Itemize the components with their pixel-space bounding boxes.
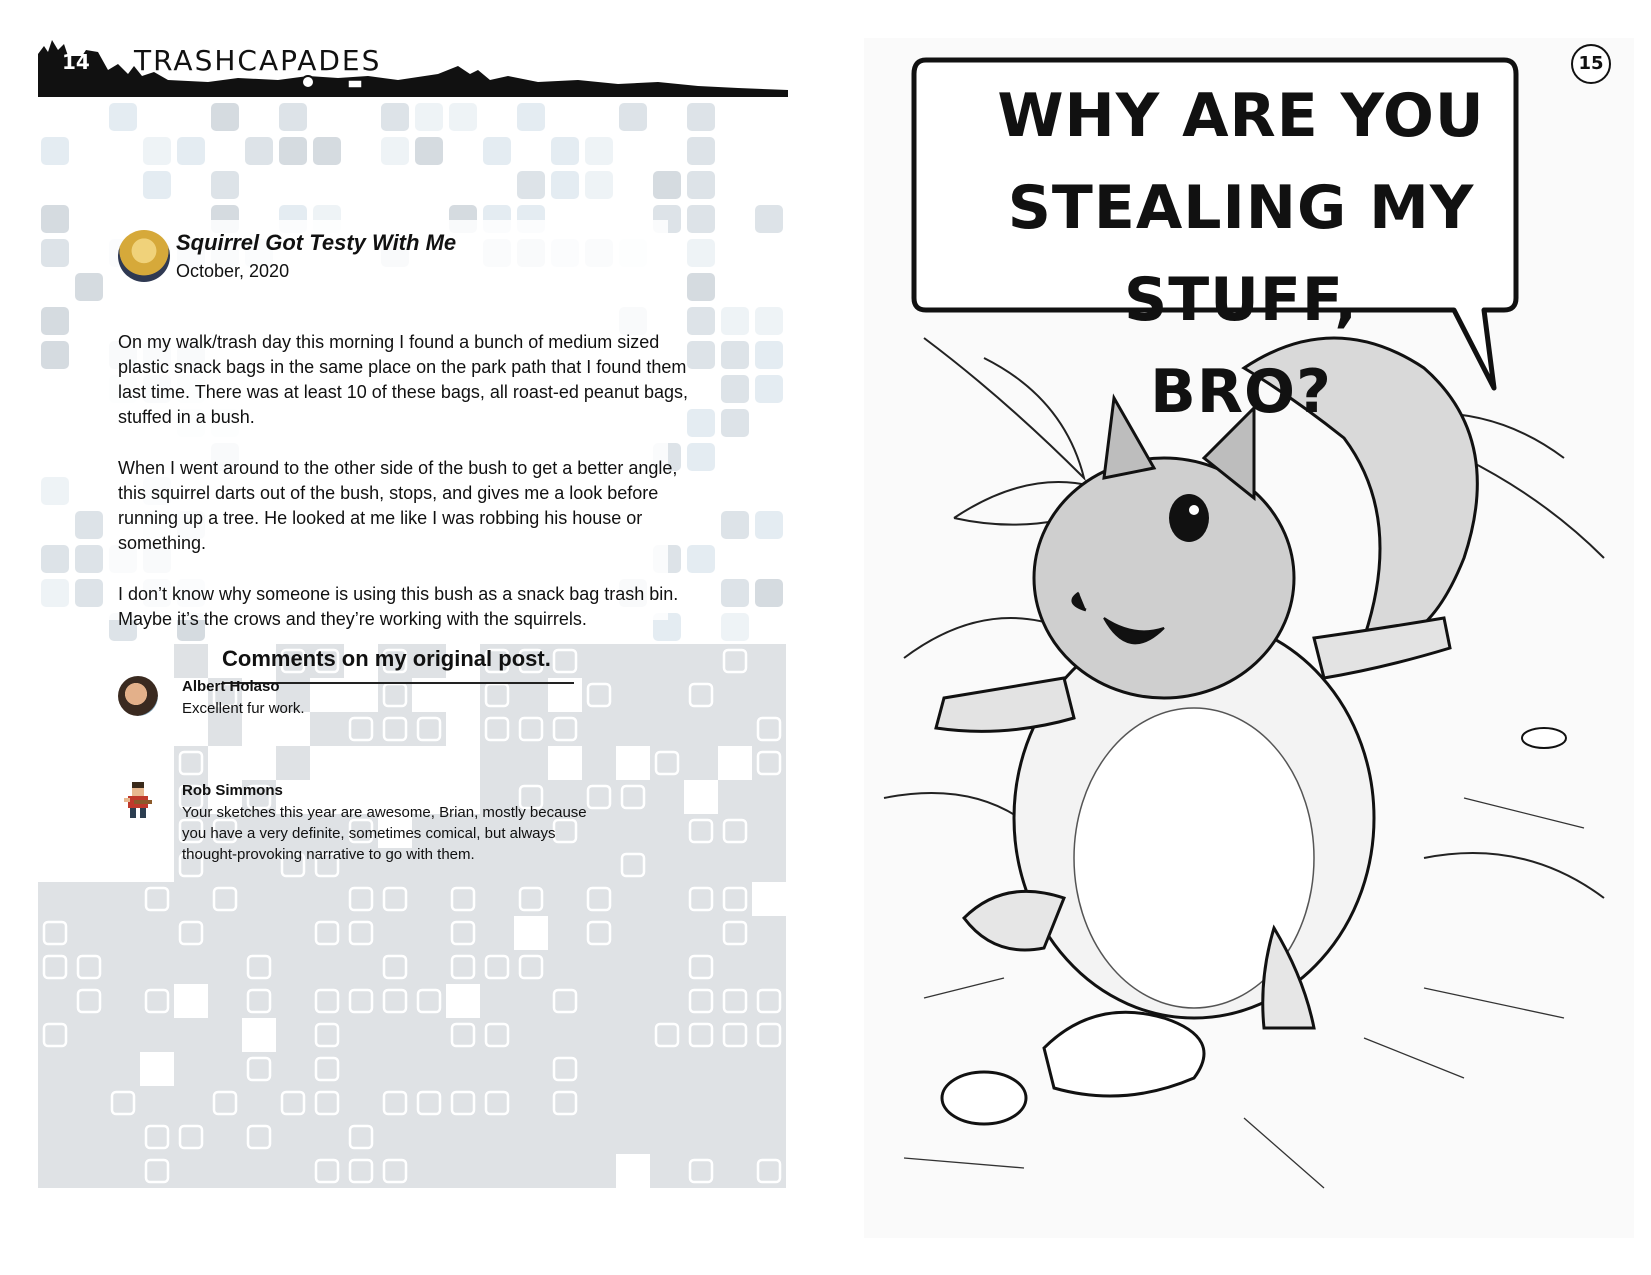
mosaic-tile (482, 136, 512, 166)
mosaic-tile (40, 476, 70, 506)
mosaic-tile (174, 1052, 208, 1086)
mosaic-tile (40, 544, 70, 574)
mosaic-tile (718, 848, 752, 882)
mosaic-tile (72, 1120, 106, 1154)
mosaic-tile (718, 1120, 752, 1154)
mosaic-tile (686, 170, 716, 200)
mosaic-tile (38, 882, 72, 916)
mosaic-tile (548, 950, 582, 984)
mosaic-tile (514, 1052, 548, 1086)
mosaic-tile (718, 678, 752, 712)
mosaic-tile (752, 644, 786, 678)
mosaic-tile (276, 950, 310, 984)
mosaic-tile (40, 578, 70, 608)
mosaic-tile (650, 916, 684, 950)
mosaic-tile (344, 1018, 378, 1052)
mosaic-tile (752, 678, 786, 712)
mosaic-tile (616, 1018, 650, 1052)
mosaic-tile (208, 950, 242, 984)
post-paragraph: When I went around to the other side of the bush to get a better angle, this squirrel darts out of the bush, stops, and gives me a look before running up a tree. He looked at me like I was robbing his house or something. (118, 458, 678, 553)
page-number-right: 15 (1571, 44, 1611, 84)
mosaic-tile (38, 1154, 72, 1188)
mosaic-tile (650, 1086, 684, 1120)
mosaic-tile (548, 1154, 582, 1188)
mosaic-tile (344, 1086, 378, 1120)
commenter-name: Rob Simmons (182, 782, 283, 799)
mosaic-tile (106, 916, 140, 950)
mosaic-tile (754, 510, 784, 540)
mosaic-tile (414, 102, 444, 132)
post-date: October, 2020 (176, 261, 290, 281)
mosaic-tile (652, 170, 682, 200)
right-page (825, 0, 1651, 1275)
mosaic-tile (278, 102, 308, 132)
mosaic-tile (686, 238, 716, 268)
post-paragraph: On my walk/trash day this morning I found a bunch of medium sized plastic snack bags in the same place on the park path that I found them last time. There was at least 10 of these bags, all roast-ed peanut bags, stuffed in a bush. (118, 332, 688, 427)
mosaic-tile (412, 1018, 446, 1052)
mosaic-tile (106, 1052, 140, 1086)
mosaic-tile (684, 1120, 718, 1154)
mosaic-tile (718, 712, 752, 746)
mosaic-tile (650, 1120, 684, 1154)
mosaic-tile (140, 950, 174, 984)
post-paragraph: I don’t know why someone is using this bush as a snack bag trash bin. Maybe it’s the crows and they’re working with the squirrels. (118, 584, 679, 629)
mosaic-tile (344, 950, 378, 984)
mosaic-tile (106, 984, 140, 1018)
pixel-guitarist-avatar (118, 780, 158, 820)
mosaic-tile (616, 712, 650, 746)
mosaic-tile (754, 204, 784, 234)
mosaic-tile (684, 746, 718, 780)
mosaic-tile (446, 1154, 480, 1188)
mosaic-tile (72, 1052, 106, 1086)
comment-text: Your sketches this year are awesome, Brian, mostly because you have a very definite, sometimes comical, but always thought-provoking narrative to go with them. (182, 804, 587, 863)
mosaic-tile (208, 1154, 242, 1188)
mosaic-tile (650, 712, 684, 746)
mosaic-tile (582, 746, 616, 780)
mosaic-tile (684, 848, 718, 882)
mosaic-tile (412, 1120, 446, 1154)
mosaic-tile (752, 814, 786, 848)
mosaic-tile (548, 1120, 582, 1154)
mosaic-tile (618, 102, 648, 132)
mosaic-tile (242, 916, 276, 950)
mosaic-tile (650, 1052, 684, 1086)
mosaic-tile (174, 950, 208, 984)
mosaic-tile (584, 170, 614, 200)
mosaic-tile (312, 136, 342, 166)
mosaic-tile (718, 1052, 752, 1086)
mosaic-tile (210, 102, 240, 132)
mosaic-tile (176, 136, 206, 166)
mosaic-tile (514, 1120, 548, 1154)
mosaic-tile (752, 1052, 786, 1086)
mosaic-tile (208, 1052, 242, 1086)
mosaic-tile (650, 1154, 684, 1188)
mosaic-tile (720, 340, 750, 370)
mosaic-tile (208, 1018, 242, 1052)
mosaic-tile (752, 916, 786, 950)
commenter-avatar (118, 676, 158, 716)
mosaic-tile (582, 950, 616, 984)
mosaic-tile (516, 102, 546, 132)
mosaic-tile (276, 1154, 310, 1188)
mosaic-tile (276, 1120, 310, 1154)
mosaic-tile (40, 340, 70, 370)
mosaic-tile (516, 170, 546, 200)
mosaic-tile (480, 882, 514, 916)
header-rule (38, 94, 788, 97)
mosaic-tile (142, 136, 172, 166)
comments-heading: Comments on my original post. (222, 646, 551, 671)
speech-line: BRO? (1150, 357, 1332, 427)
comment-text: Excellent fur work. (182, 700, 305, 717)
mosaic-tile (650, 848, 684, 882)
mosaic-tile (414, 136, 444, 166)
mosaic-tile (140, 1086, 174, 1120)
mosaic-tile (344, 1052, 378, 1086)
mosaic-tile (106, 1018, 140, 1052)
mosaic-tile (140, 916, 174, 950)
mosaic-tile (140, 1018, 174, 1052)
mosaic-tile (480, 984, 514, 1018)
mosaic-tile (108, 102, 138, 132)
mosaic-tile (412, 1154, 446, 1188)
mosaic-tile (754, 340, 784, 370)
mosaic-tile (582, 1154, 616, 1188)
mosaic-tile (548, 916, 582, 950)
mosaic-tile (650, 882, 684, 916)
mosaic-tile (242, 1154, 276, 1188)
mosaic-tile (514, 1018, 548, 1052)
mosaic-tile (38, 984, 72, 1018)
mosaic-tile (582, 1018, 616, 1052)
mosaic-tile (174, 882, 208, 916)
mosaic-tile (584, 136, 614, 166)
mosaic-tile (276, 882, 310, 916)
mosaic-tile (650, 984, 684, 1018)
mosaic-tile (446, 1052, 480, 1086)
mosaic-tile (548, 882, 582, 916)
mosaic-tile (74, 578, 104, 608)
mosaic-tile (650, 814, 684, 848)
mosaic-tile (720, 374, 750, 404)
mosaic-tile (74, 510, 104, 540)
mosaic-tile (276, 1018, 310, 1052)
speech-line: STEALING MY STUFF, (1007, 173, 1475, 335)
mosaic-tile (208, 1120, 242, 1154)
mosaic-tile (752, 1120, 786, 1154)
mosaic-tile (480, 1120, 514, 1154)
mosaic-tile (174, 1154, 208, 1188)
speech-line: WHY ARE YOU (997, 81, 1485, 151)
mosaic-tile (720, 408, 750, 438)
mosaic-tile (616, 916, 650, 950)
mosaic-tile (754, 374, 784, 404)
mosaic-tile (480, 916, 514, 950)
mosaic-tile (650, 950, 684, 984)
mosaic-tile (378, 1052, 412, 1086)
page-header (38, 36, 788, 100)
mosaic-tile (278, 136, 308, 166)
mosaic-tile (686, 272, 716, 302)
mosaic-tile (684, 1052, 718, 1086)
mosaic-tile (106, 882, 140, 916)
mosaic-tile (752, 950, 786, 984)
mosaic-tile (514, 1086, 548, 1120)
mosaic-tile (310, 950, 344, 984)
speech-bubble-text (921, 70, 1561, 438)
mosaic-tile (754, 578, 784, 608)
mosaic-tile (74, 544, 104, 574)
mosaic-tile (480, 1052, 514, 1086)
mosaic-tile (380, 102, 410, 132)
commenter-name: Albert Holaso (182, 678, 280, 695)
mosaic-tile (752, 780, 786, 814)
mosaic-tile (616, 814, 650, 848)
mosaic-tile (720, 612, 750, 642)
mosaic-tile (412, 1052, 446, 1086)
mosaic-tile (276, 1052, 310, 1086)
mosaic-tile (72, 916, 106, 950)
mosaic-tile (310, 882, 344, 916)
mosaic-tile (378, 916, 412, 950)
mosaic-tile (40, 238, 70, 268)
mosaic-tile (720, 510, 750, 540)
mosaic-tile (38, 1086, 72, 1120)
mosaic-tile (720, 578, 750, 608)
mosaic-tile (720, 306, 750, 336)
mosaic-tile (378, 1018, 412, 1052)
mosaic-tile (310, 1120, 344, 1154)
mosaic-tile (718, 1154, 752, 1188)
mosaic-tile (650, 780, 684, 814)
mosaic-tile (582, 1120, 616, 1154)
mosaic-tile (718, 950, 752, 984)
mosaic-tile (242, 882, 276, 916)
mosaic-tile (276, 916, 310, 950)
mosaic-tile (616, 678, 650, 712)
mosaic-tile (72, 1086, 106, 1120)
mosaic-tile (40, 306, 70, 336)
mosaic-tile (582, 1052, 616, 1086)
mosaic-tile (412, 950, 446, 984)
mosaic-tile (448, 102, 478, 132)
mosaic-tile (106, 950, 140, 984)
mosaic-tile (550, 170, 580, 200)
book-title: TRASHCAPADES (134, 44, 382, 77)
mosaic-tile (446, 1120, 480, 1154)
mosaic-tile (582, 984, 616, 1018)
mosaic-tile (40, 204, 70, 234)
mosaic-tile (242, 1086, 276, 1120)
mosaic-tile (684, 1086, 718, 1120)
left-page (0, 0, 825, 1275)
mosaic-tile (480, 746, 514, 780)
mosaic-tile (616, 984, 650, 1018)
mosaic-tile (718, 1086, 752, 1120)
mosaic-tile (684, 916, 718, 950)
mosaic-tile (244, 136, 274, 166)
mosaic-tile (616, 1120, 650, 1154)
mosaic-tile (174, 1018, 208, 1052)
mosaic-tile (412, 882, 446, 916)
mosaic-tile (276, 984, 310, 1018)
mosaic-tile (276, 746, 310, 780)
mosaic-tile (684, 712, 718, 746)
mosaic-tile (550, 136, 580, 166)
mosaic-tile (40, 136, 70, 166)
mosaic-tile (514, 1154, 548, 1188)
mosaic-tile (74, 272, 104, 302)
mosaic-tile (480, 1154, 514, 1188)
mosaic-tile (72, 1018, 106, 1052)
mosaic-tile (514, 746, 548, 780)
mosaic-tile (616, 950, 650, 984)
mosaic-tile (686, 102, 716, 132)
mosaic-tile (38, 1120, 72, 1154)
mosaic-tile (718, 780, 752, 814)
mosaic-tile (72, 882, 106, 916)
mosaic-tile (616, 1086, 650, 1120)
mosaic-tile (752, 1086, 786, 1120)
mosaic-tile (106, 1120, 140, 1154)
mosaic-tile (72, 1154, 106, 1188)
mosaic-tile (752, 848, 786, 882)
author-avatar (118, 230, 170, 282)
mosaic-tile (650, 678, 684, 712)
mosaic-tile (686, 204, 716, 234)
mosaic-tile (208, 916, 242, 950)
post-body (118, 330, 698, 658)
mosaic-tile (616, 1052, 650, 1086)
mosaic-tile (686, 136, 716, 166)
mosaic-tile (754, 306, 784, 336)
mosaic-tile (616, 882, 650, 916)
mosaic-tile (106, 1154, 140, 1188)
mosaic-tile (412, 916, 446, 950)
post-title: Squirrel Got Testy With Me (176, 230, 457, 255)
mosaic-tile (378, 1120, 412, 1154)
mosaic-tile (548, 1018, 582, 1052)
page-number: 14 (62, 50, 90, 74)
mosaic-tile (208, 984, 242, 1018)
mosaic-tile (380, 136, 410, 166)
mosaic-tile (210, 170, 240, 200)
mosaic-tile (582, 1086, 616, 1120)
mosaic-tile (38, 1052, 72, 1086)
mosaic-tile (174, 1086, 208, 1120)
mosaic-tile (514, 984, 548, 1018)
mosaic-tile (142, 170, 172, 200)
